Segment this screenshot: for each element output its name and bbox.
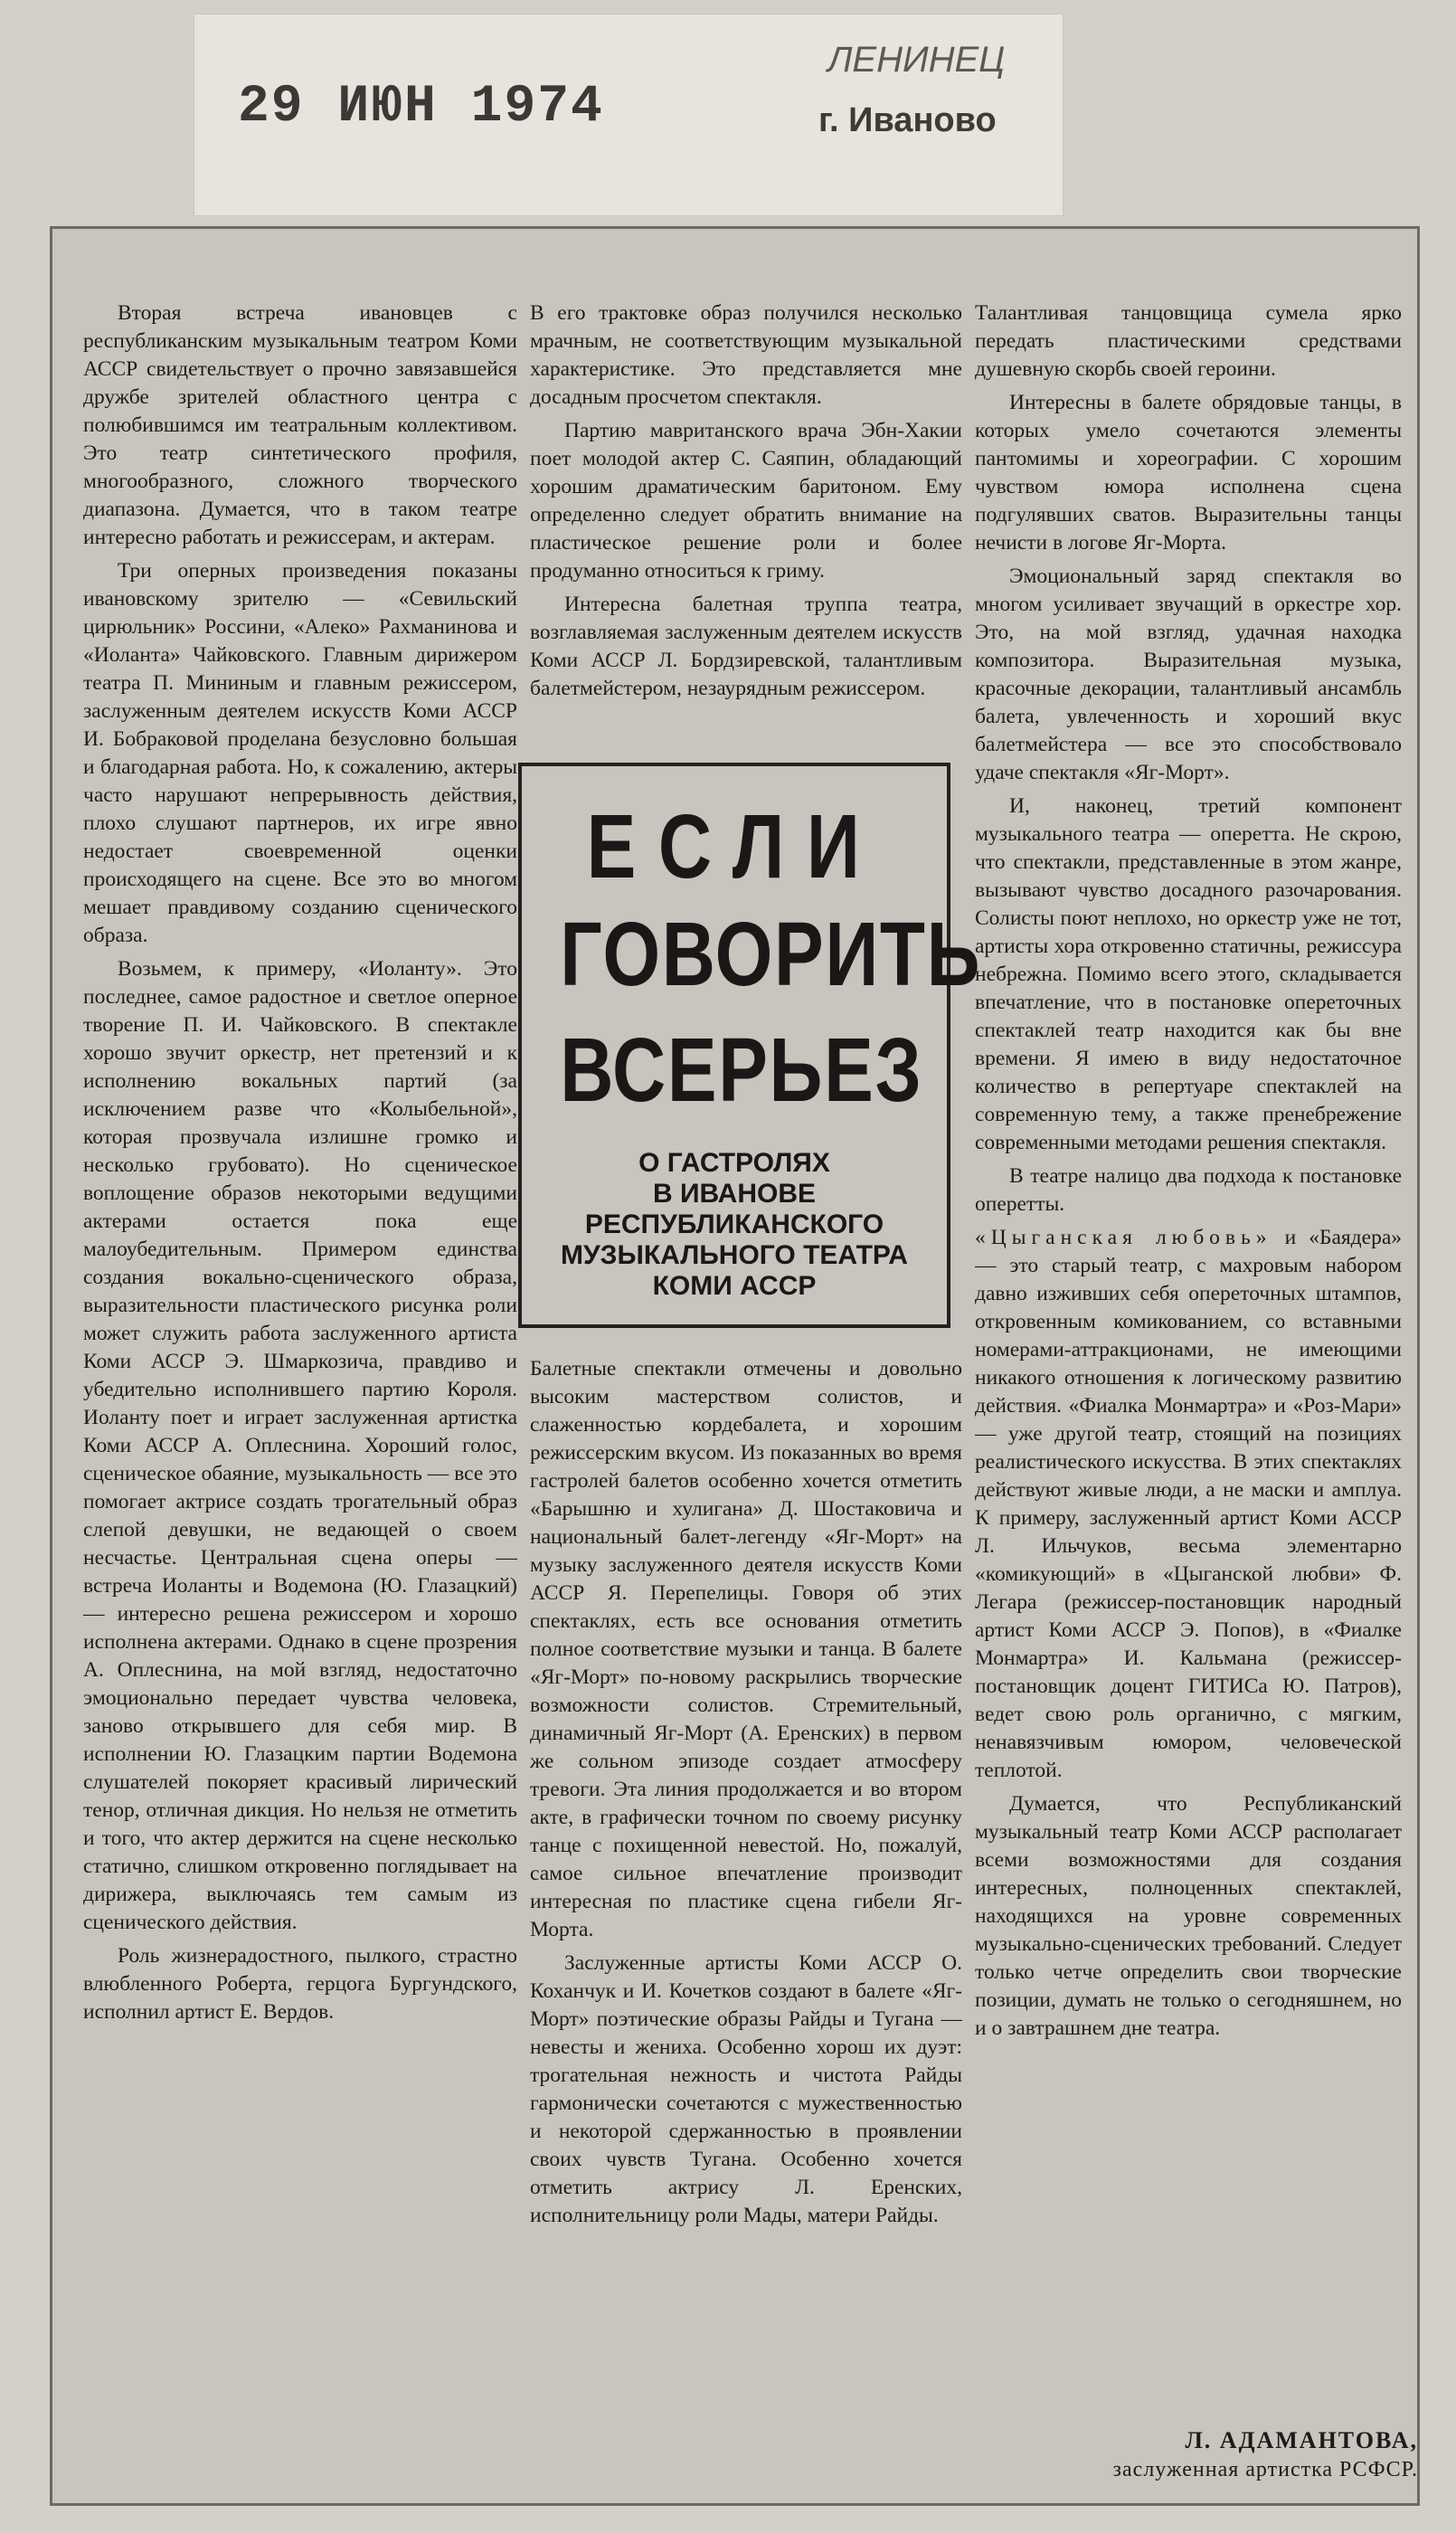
article-column-2-top <box>530 299 962 788</box>
paragraph: Возьмем, к примеру, «Иоланту». Это последнее, самое радостное и светлое оперное творение П. И. Чайковского. В спектакле хорошо звучит оркестр, нет претензий и к исполнению вокальных партий (за исключением разве что «Колыбельной», которая прозвучала излишне громко и несколько грубовато). Но сценическое воплощение образов некоторыми ведущими актерами остается пока еще малоубедительным. Примером единства создания вокально-сценического образа, выразительности пластического рисунка роли может служить работа заслуженного артиста Коми АССР Э. Шмаркозича, правдиво и убедительно исполнившего партию Короля. Иоланту поет и играет заслуженная артистка Коми АССР А. Оплеснина. Хороший голос, сценическое обаяние, музыкальность — все это помогает актрисе создать трогательный образ слепой девушки, не ведающей о своем несчастье. Центральная сцена оперы — встреча Иоланты и Водемона (Ю. Глазацкий) — интересно решена режиссером и хорошо исполнена актерами. Однако в сцене прозрения А. Оплеснина, на мой взгляд, недостаточно эмоционально передает чувства человека, заново открывшего для себя мир. В исполнении Ю. Глазацким партии Водемона слушателей покоряет красивый лирический тенор, отличная дикция. Но нельзя не отметить и того, что актер держится на сцене несколько статично, слишком откровенно поглядывает на дирижера, выключаясь тем самым из сценического действия. <box>83 957 517 1934</box>
paragraph <box>975 1224 1402 1785</box>
paragraph: В его трактовке образ получился несколько мрачным, не соответствующим музыкальной характеристике. Это представляется мне досадным просчетом спектакля. <box>530 301 962 409</box>
paragraph: И, наконец, третий компонент музыкального театра — оперетта. Не скрою, что спектакли, представленные в этом жанре, вызывают чувство досадного разочарования. Солисты поют неплохо, но оркестр уже не тот, артисты хора откровенно статичны, режиссура небрежна. Помимо всего этого, складывается впечатление, что в постановке опереточных спектаклей театр находится как бы вне времени. Я имею в виду недостаточное количество в репертуаре спектаклей на современную тему, а также пренебрежение современными методами решения спектакля. <box>975 794 1402 1154</box>
author-signature <box>1020 2425 1418 2483</box>
archive-stamp-card <box>194 14 1063 215</box>
author-title: заслуженная артистка РСФСР. <box>1112 2458 1418 2481</box>
subtitle-line: В ИВАНОВЕ <box>652 1179 817 1209</box>
stamp-date: 29 ИЮН 1974 <box>238 78 604 137</box>
article-column-2-bottom <box>530 1355 962 2504</box>
article-column-3 <box>975 299 1402 2502</box>
spaced-title: «Баядера» <box>1309 1226 1402 1249</box>
subtitle-line: РЕСПУБЛИКАНСКОГО <box>584 1210 884 1239</box>
paragraph: Балетные спектакли отмечены и довольно высоким мастерством солистов, и слаженностью кордебалета, и хорошим режиссерским вкусом. Из показанных во время гастролей балетов особенно хочется отметить «Барышню и хулигана» Д. Шостаковича и национальный балет-легенду «Яг-Морт» на музыку заслуженного деятеля искусств Коми АССР Я. Перепелицы. Говоря об этих спектаклях, есть все основания отметить полное соответствие музыки и танца. В балете «Яг-Морт» по-новому раскрылись творческие возможности солистов. Стремительный, динамичный Яг-Морт (А. Еренских) в первом же сольном эпизоде создает атмосферу тревоги. Эта линия продолжается и во втором акте, в графически точном по своему рисунку танце с похищенной невестой. Но, пожалуй, самое сильное впечатление производит интересная по пластике сцена гибели Яг-Морта. <box>530 1357 962 1941</box>
newspaper-clipping <box>50 226 1420 2506</box>
paragraph: Интересны в балете обрядовые танцы, в которых умело сочетаются элементы пантомимы и хореографии. С хорошим чувством юмора исполнена сцена подгулявших сватов. Выразительны танцы нечисти в логове Яг-Морта. <box>975 391 1402 555</box>
paragraph: Эмоциональный заряд спектакля во многом усиливает звучащий в оркестре хор. Это, на мой взгляд, удачная находка композитора. Выразительная музыка, красочные декорации, талантливый ансамбль балета, увлеченность и хороший вкус балетмейстера — все это способствовало удаче спектакля «Яг-Морт». <box>975 564 1402 784</box>
article-column-1 <box>83 299 517 2502</box>
paragraph: Талантливая танцовщица сумела ярко передать пластическими средствами душевную скорбь своей героини. <box>975 301 1402 381</box>
subtitle-line: МУЗЫКАЛЬНОГО ТЕАТРА <box>561 1240 908 1270</box>
spaced-title: «Цыганская любовь» <box>975 1226 1272 1249</box>
paragraph: Вторая встреча ивановцев с республиканским музыкальным театром Коми АССР свидетельствует о прочно завязавшейся дружбе зрителей областного центра с полюбившимся им театральным коллективом. Это театр синтетического профиля, многообразного, сложного творческого диапазона. Думается, что в таком театре интересно работать и режиссерам, и актерам. <box>83 301 517 549</box>
subtitle-line: КОМИ АССР <box>652 1271 817 1301</box>
subtitle-line: О ГАСТРОЛЯХ <box>638 1148 830 1178</box>
paragraph: Партию мавританского врача Эбн-Хакии поет молодой актер С. Саяпин, обладающий хорошим драматическим баритоном. Ему определенно следует обратить внимание на пластическое решение роли и более продуманно относиться к гриму. <box>530 419 962 583</box>
paragraph-text: — это старый театр, с махровым набором давно изживших себя опереточных штампов, откровенным комикованием, со вставными номерами-аттракционами, не имеющими никакого отношения к логическому развитию действия. «Фиалка Монмартра» и «Роз-Мари» — уже другой театр, стоящий на позициях реалистического искусства. В этих спектаклях действуют живые люди, а не маски и амплуа. К примеру, заслуженный артист Коми АССР Л. Ильчуков, весьма элементарно «комикующий» в «Цыганской любви» Ф. Легара (режиссер-постановщик народный артист Коми АССР Э. Попов), в «Фиалке Монмартра» И. Кальмана (режиссер-постановщик доцент ГИТИСа Ю. Патров), ведет свою роль органично, с мягким, ненавязчивым юмором, человеческой теплотой. <box>975 1254 1402 1782</box>
paragraph: Заслуженные артисты Коми АССР О. Коханчук и И. Кочетков создают в балете «Яг-Морт» поэтические образы Райды и Тугана — невесты и жениха. Особенно хорош их дуэт: трогательная нежность и чистота Райды гармонически сочетаются с мужественностью и некоторой сдержанностью в проявлении своих чувств Тугана. Особенно хочется отметить актрису Л. Еренских, исполнительницу роли Мады, матери Райды. <box>530 1951 962 2227</box>
headline-line-1: ЕСЛИ <box>586 796 883 897</box>
headline-line-3: ВСЕРЬЕЗ <box>560 1020 923 1121</box>
stamp-newspaper-name: ЛЕНИНЕЦ <box>827 40 1006 80</box>
paragraph: Думается, что Республиканский музыкальный театр Коми АССР располагает всеми возможностями для создания интересных, полноценных спектаклей, находящихся на уровне современных музыкально-сценических требований. Следует только четче определить свои творческие позиции, думать не только о сегодняшнем, но и о завтрашнем дне театра. <box>975 1792 1402 2040</box>
paragraph: В театре налицо два подхода к постановке оперетты. <box>975 1164 1402 1216</box>
paragraph: Интересна балетная труппа театра, возглавляемая заслуженным деятелем искусств Коми АССР Л. Бордзиревской, талантливым балетмейстером, незаурядным режиссером. <box>530 593 962 700</box>
stamp-city: г. Иваново <box>818 101 997 139</box>
headline-line-2: ГОВОРИТЬ <box>560 904 982 1005</box>
headline-box <box>518 763 982 1328</box>
connector-word: и <box>1284 1226 1297 1249</box>
paragraph: Три оперных произведения показаны ивановскому зрителю — «Севильский цирюльник» Россини, «Алеко» Рахманинова и «Иоланта» Чайковского. Главным дирижером театра П. Мининым и главным режиссером, заслуженным деятелем искусств Коми АССР И. Бобраковой проделана безусловно большая и благодарная работа. Но, к сожалению, актеры часто нарушают непрерывность действия, плохо слушают партнеров, их игре явно недостает своевременной оценки происходящего на сцене. Все это во многом мешает правдивому созданию сценического образа. <box>83 559 517 947</box>
paragraph: Роль жизнерадостного, пылкого, страстно влюбленного Роберта, герцога Бургундского, исполнил артист Е. Вердов. <box>83 1944 517 2024</box>
headline-subtitle <box>522 1148 947 1302</box>
author-name: Л. АДАМАНТОВА, <box>1185 2427 1418 2453</box>
